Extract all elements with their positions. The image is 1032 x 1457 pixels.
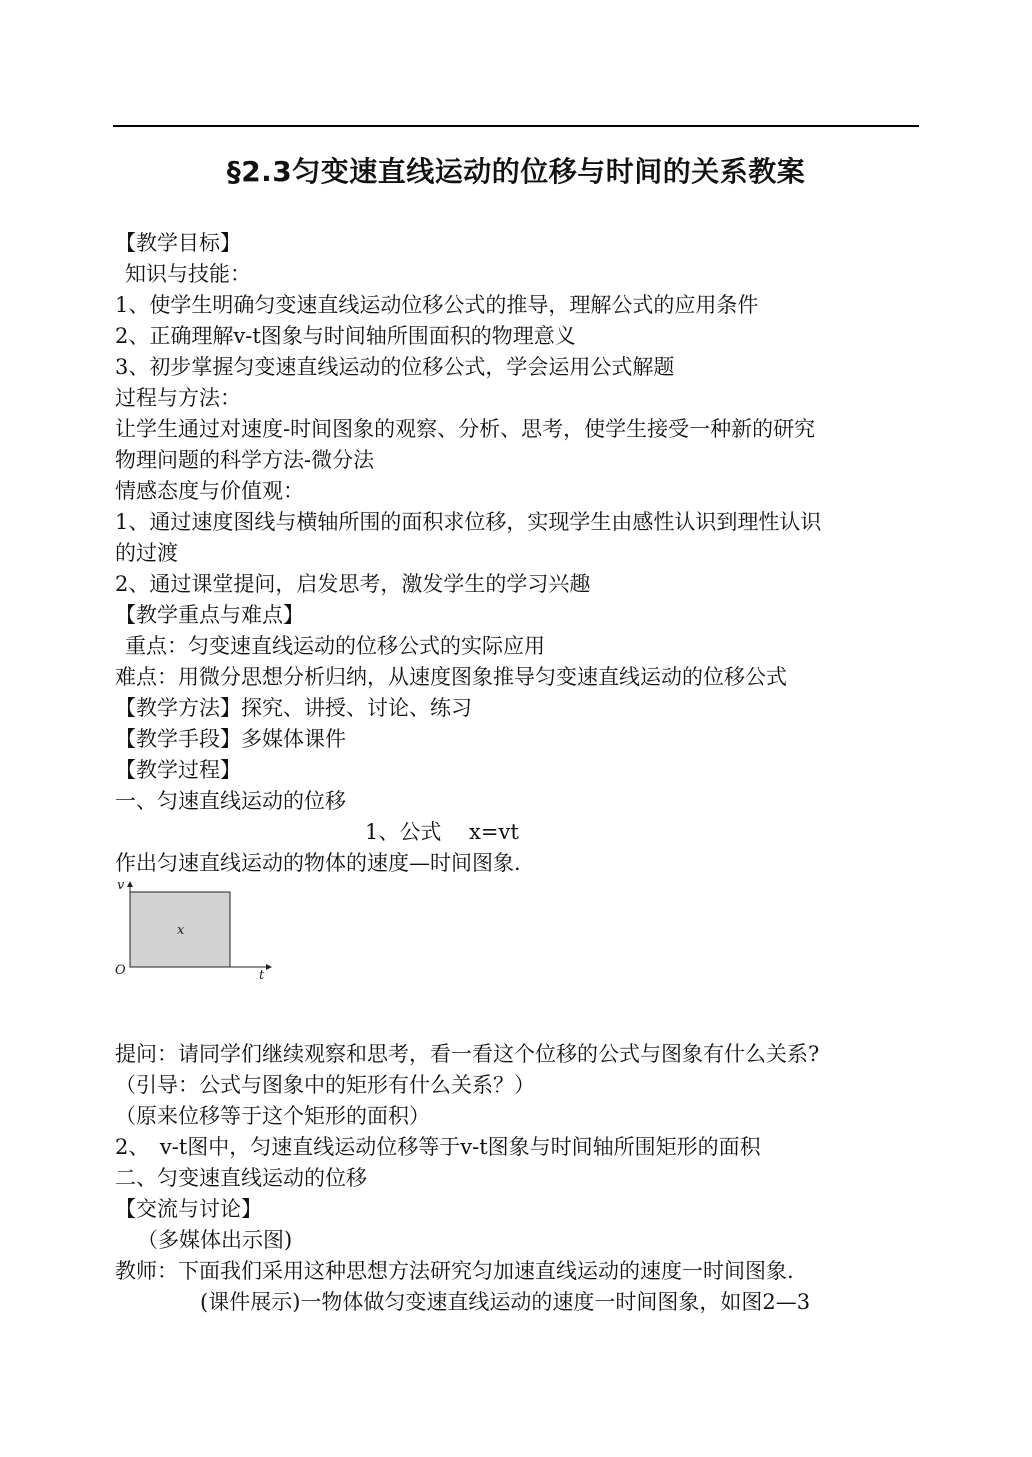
text-line: 1、通过速度图线与横轴所围的面积求位移，实现学生由感性认识到理性认识 bbox=[115, 510, 822, 534]
t-axis-label: t bbox=[259, 968, 265, 983]
text-line: (课件展示)一物体做匀变速直线运动的速度一时间图象，如图2—3 bbox=[200, 1290, 811, 1314]
subheading-attitude: 情感态度与价值观： bbox=[115, 479, 304, 503]
text-line: 1、使学生明确匀变速直线运动位移公式的推导，理解公式的应用条件 bbox=[115, 293, 759, 317]
document-title: §2.3匀变速直线运动的位移与时间的关系教案 bbox=[226, 155, 806, 188]
area-label: x bbox=[177, 923, 185, 938]
subheading-knowledge: 知识与技能： bbox=[125, 262, 251, 286]
text-line: 作出匀速直线运动的物体的速度—时间图象. bbox=[115, 851, 521, 875]
text-line: 难点：用微分思想分析归纳，从速度图象推导匀变速直线运动的位移公式 bbox=[115, 665, 787, 689]
velocity-time-graph bbox=[113, 878, 283, 983]
origin-label: O bbox=[115, 963, 126, 978]
text-line: 教师：下面我们采用这种思想方法研究匀加速直线运动的速度一时间图象. bbox=[115, 1259, 794, 1283]
text-line: 物理问题的科学方法-微分法 bbox=[115, 448, 375, 472]
text-line: （原来位移等于这个矩形的面积） bbox=[115, 1104, 430, 1128]
text-line: 让学生通过对速度-时间图象的观察、分析、思考，使学生接受一种新的研究 bbox=[115, 417, 816, 441]
header-rule bbox=[113, 125, 919, 127]
text-line: 重点：匀变速直线运动的位移公式的实际应用 bbox=[125, 634, 545, 658]
text-line: 的过渡 bbox=[115, 541, 178, 565]
section-heading-means: 【教学手段】多媒体课件 bbox=[115, 727, 346, 751]
section-heading-keypoints: 【教学重点与难点】 bbox=[115, 603, 304, 627]
subheading-process: 过程与方法： bbox=[115, 386, 241, 410]
text-line: 2、 v-t图中，匀速直线运动位移等于v-t图象与时间轴所围矩形的面积 bbox=[115, 1135, 761, 1159]
formula-line: 1、公式 x=vt bbox=[365, 820, 519, 844]
section-heading-discussion: 【交流与讨论】 bbox=[115, 1197, 262, 1221]
text-line: （多媒体出示图) bbox=[137, 1228, 293, 1252]
text-line: 提问：请同学们继续观察和思考，看一看这个位移的公式与图象有什么关系? bbox=[115, 1042, 820, 1066]
v-axis-label: v bbox=[117, 878, 125, 893]
text-line: 二、匀变速直线运动的位移 bbox=[115, 1166, 367, 1190]
section-heading-process: 【教学过程】 bbox=[115, 758, 241, 782]
text-line: 3、初步掌握匀变速直线运动的位移公式，学会运用公式解题 bbox=[115, 355, 675, 379]
text-line: 一、匀速直线运动的位移 bbox=[115, 789, 346, 813]
text-line: 2、正确理解v-t图象与时间轴所围面积的物理意义 bbox=[115, 324, 576, 348]
section-heading-methods: 【教学方法】探究、讲授、讨论、练习 bbox=[115, 696, 472, 720]
text-line: 2、通过课堂提问，启发思考，激发学生的学习兴趣 bbox=[115, 572, 591, 596]
section-heading-objectives: 【教学目标】 bbox=[115, 231, 241, 255]
text-line: （引导：公式与图象中的矩形有什么关系？） bbox=[115, 1073, 535, 1097]
